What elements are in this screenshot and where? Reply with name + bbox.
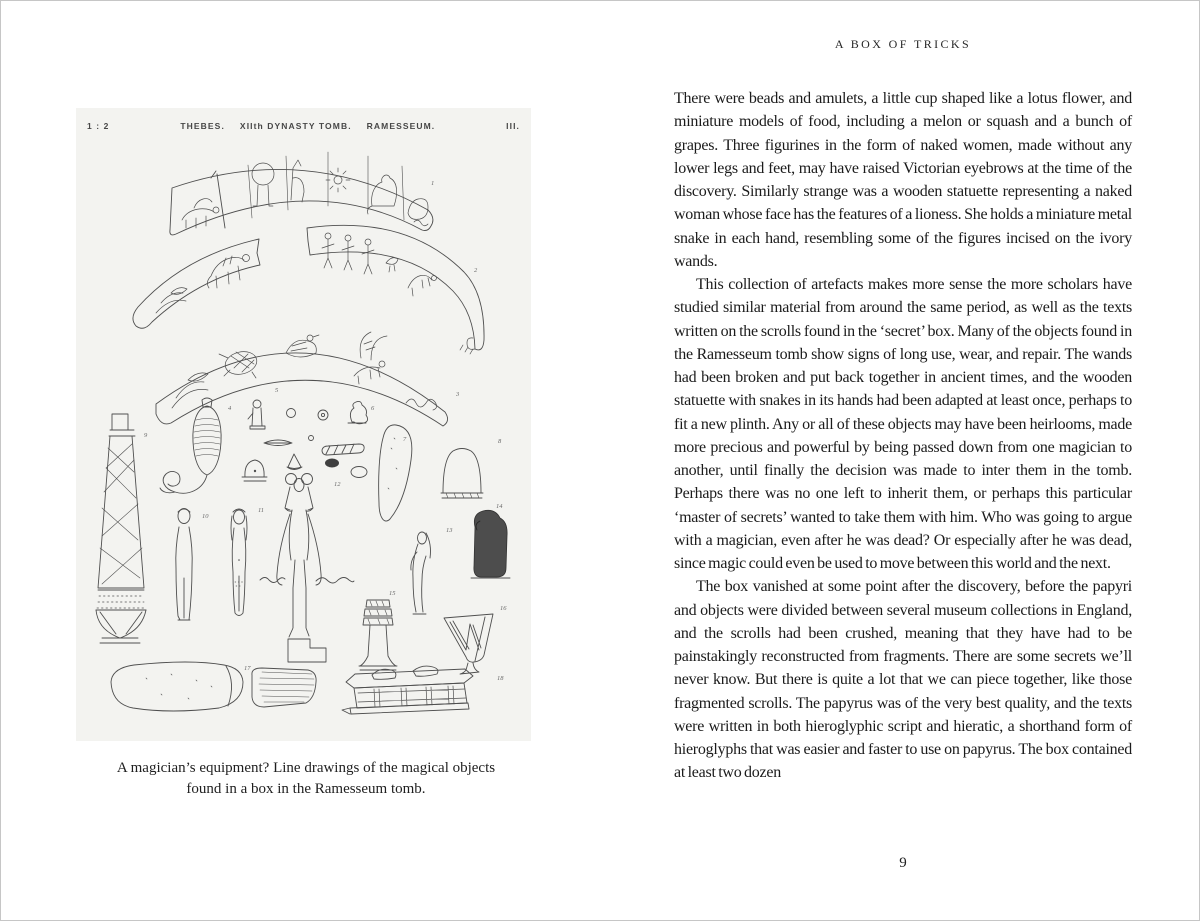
figure-caption: A magician’s equipment? Line drawings of the magical objects found in a box in the Ramesseum tomb.	[116, 760, 496, 797]
cobra-figurine-drawing	[160, 398, 221, 493]
lid-box-drawing	[342, 666, 473, 714]
melon-halves-drawing	[111, 662, 316, 711]
paragraph-3: The box vanished at some point after the discovery, before the papyri and objects were divided between several museum collections in England, and the scrolls had been crushed, meaning that they have had to be painstakingly reconstructed from fragments. There are some secrets we’ll never know. But there is quite a lot that we can piece together, like those fragmented scrolls. The papyrus was of the very best quality, and the texts were written in both hieroglyphic script and hieratic, a shorthand form of hieroglyphs that was easier and faster to use on papyrus. The box contained at least two dozen	[674, 578, 1132, 782]
plate-title-site: RAMESSEUM.	[366, 121, 436, 131]
lion-masked-figurine-drawing	[260, 474, 354, 663]
body-text	[674, 87, 1132, 785]
small-standing-figurine-drawing	[248, 400, 265, 429]
figure-number-label: 1	[431, 180, 435, 187]
figure-number-label: 2	[474, 267, 478, 274]
plate-header	[76, 121, 531, 131]
plate-number: III.	[506, 121, 520, 131]
running-head: A BOX OF TRICKS	[834, 37, 972, 51]
decorated-cup-drawing	[444, 614, 493, 674]
curved-gourd-drawing	[379, 425, 412, 521]
page-number: 9	[899, 855, 907, 871]
figure-number-label: 18	[497, 675, 504, 682]
ivory-wand-3-drawing	[156, 332, 448, 426]
fluted-column-vase-drawing	[359, 600, 397, 670]
small-bent-figurine-drawing	[411, 532, 431, 614]
dome-vessel-drawing	[441, 449, 483, 499]
plate-title-dynasty: XIIth DYNASTY TOMB.	[239, 121, 352, 131]
paragraph-1: There were beads and amulets, a little cup shaped like a lotus flower, and miniature models of food, including a melon or squash and a bunch of grapes. Three figurines in the form of naked women, made without any lower legs and feet, may have raised Victorian eyebrows at the time of the discovery. Similarly strange was a wooden statuette representing a naked woman whose face has the features of a lioness. She holds a miniature metal snake in each hand, resembling some of the figures incised on the ivory wands.	[674, 90, 1132, 270]
ivory-wand-2-left-fragment-drawing	[133, 239, 260, 328]
figure-number-label: 12	[334, 481, 341, 488]
figure-number-label: 15	[389, 590, 396, 597]
braided-column-drawing	[96, 414, 146, 643]
figure-number-label: 7	[403, 436, 407, 443]
baboon-figurine-drawing	[471, 510, 510, 578]
figure-number-label: 11	[258, 507, 265, 514]
figure-number-label: 8	[498, 438, 502, 445]
figure-number-label: 17	[244, 665, 251, 672]
paragraph-2: This collection of artefacts makes more sense the more scholars have studied similar material from around the same period, as well as the texts written on the scrolls found in the ‘secret’ box. Many of the objects found in the Ramesseum tomb show signs of long use, wear, and repair. The wands had been broken and put back together in ancient times, and the wooden statuette with snakes in its hands had been adapted at least once, perhaps to fit a new plinth. Any or all of these objects may have been heirlooms, made more precious and powerful by being passed down from one magician to another, until finally the decision was made to inter them in the tomb. Perhaps there was no one left to inherit them, or perhaps this particular ‘master of secrets’ wanted to take them with him. Who was going to argue with a magician, even after he was dead? Or especially after he was dead, since magic could even be used to move between this world and the next.	[674, 276, 1132, 572]
ramesseum-plate	[76, 108, 531, 741]
female-figurine-1-drawing	[176, 509, 192, 621]
figure-number-label: 9	[144, 432, 148, 439]
figure-number-label: 4	[228, 405, 232, 412]
figure-number-label: 16	[500, 605, 507, 612]
figure-number-label: 14	[496, 503, 503, 510]
plate-title-location: THEBES.	[180, 121, 225, 131]
figure-number-label: 13	[446, 527, 453, 534]
figure-number-label: 3	[456, 391, 460, 398]
plate-title	[180, 121, 435, 131]
female-figurine-2-drawing	[231, 509, 247, 616]
beads-amulets-drawing	[242, 401, 368, 481]
figure-number-label: 6	[371, 405, 375, 412]
figure-number-label: 10	[202, 513, 209, 520]
ivory-wand-1-drawing	[170, 152, 433, 235]
plate-scale-label: 1 : 2	[87, 121, 110, 131]
ivory-wand-2-right-fragment-drawing	[307, 225, 484, 354]
plate-illustration	[76, 108, 531, 741]
figure-number-label: 5	[275, 387, 279, 394]
